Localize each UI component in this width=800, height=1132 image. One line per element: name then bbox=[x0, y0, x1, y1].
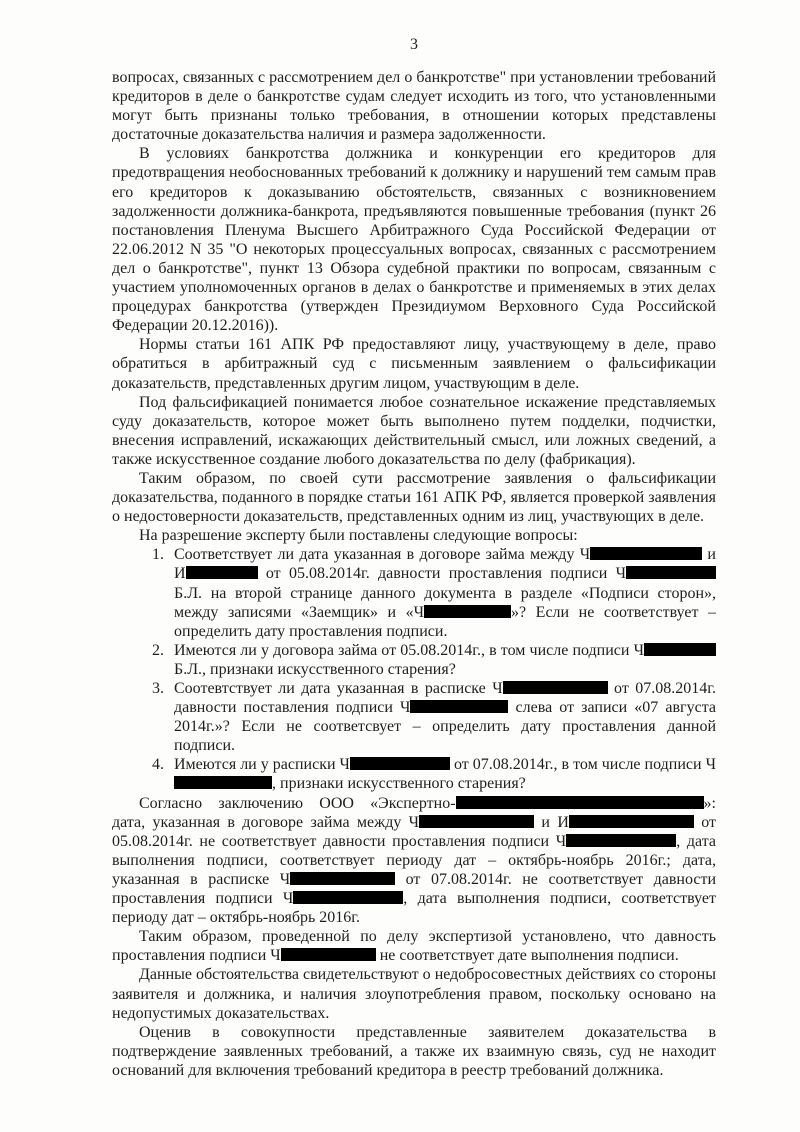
redaction-box bbox=[566, 834, 676, 847]
list-item-3: 3. Соотевтствует ли дата указанная в расписке Ч от 07.08.2014г. давности поставления подписи Ч слева от записи «07 августа 2014г.»? Если не соответсвует – определить дату проставления данной подписи. bbox=[152, 680, 716, 755]
redaction-box bbox=[410, 700, 508, 713]
redaction-box bbox=[456, 796, 704, 809]
redaction-box bbox=[626, 566, 716, 579]
redaction-box bbox=[350, 757, 450, 770]
list-item-number: 4. bbox=[152, 756, 164, 774]
paragraph-1: вопросах, связанных с рассмотрением дел о банкротстве" при установлении требований кредиторов в деле о банкротстве судам следует исходить из того, что установленными могут быть признаны только требования, в отношении которых представлены достаточные доказательства наличия и размера задолженности. bbox=[112, 69, 716, 144]
paragraph-4: Под фальсификацией понимается любое сознательное искажение представляемых суду доказательств, которое может быть выполнено путем подделки, подчистки, внесения исправлений, искажающих действительный смысл, или ложных сведений, а также искусственное создание любого доказательства по делу (фабрикация). bbox=[112, 393, 716, 468]
redaction-box bbox=[290, 872, 395, 885]
redaction-box bbox=[174, 776, 272, 789]
paragraph-14: Оценив в совокупности представленные заявителем доказательства в подтверждение заявленных требований, а также их взаимную связь, суд не находит оснований для включения требований кредитора в реестр требований должника. bbox=[112, 1023, 716, 1079]
paragraph-13: Данные обстоятельства свидетельствуют о недобросовестных действиях со стороны заявителя и должника, и наличия злоупотребления правом, поскольку основано на недопустимых доказательствах. bbox=[112, 966, 716, 1022]
redaction-box bbox=[503, 681, 608, 694]
list-item-number: 2. bbox=[152, 641, 164, 659]
redaction-box bbox=[644, 643, 716, 656]
paragraph-11: Согласно заключению ООО «Экспертно- »: дата, указанная в договоре займа между Ч и И от 05.08.2014г. не соответствует давности проставления подписи Ч , дата выполнения подписи, соответствует периоду дат – октябрь-ноябрь 2016г.; дата, указанная в расписке Ч от 07.08.2014г. не соответствует давности проставления подписи Ч , дата выполнения подписи, соответствует периоду дат – октябрь-ноябрь 2016г. bbox=[112, 794, 717, 927]
list-item-number: 1. bbox=[152, 546, 164, 564]
redaction-box bbox=[424, 605, 511, 618]
redaction-box bbox=[590, 547, 702, 560]
paragraph-6: На разрешение эксперту были поставлены следующие вопросы: bbox=[139, 527, 578, 545]
list-item-2: 2. Имеются ли у договора займа от 05.08.2014г., в том числе подписи Ч Б.Л., признаки искусственного старения? bbox=[112, 641, 716, 679]
paragraph-2: В условиях банкротства должника и конкуренции его кредиторов для предотвращения необоснованных требований к должнику и нарушений тем самым прав его кредиторов к доказыванию обстоятельств, связанных с возникновением задолженности должника-банкрота, предъявляются повышенные требования (пункт 26 постановления Пленума Высшего Арбитражного Суда Российской Федерации от 22.06.2012 N 35 "О некоторых процессуальных вопросах, связанных с рассмотрением дел о банкротстве", пункт 13 Обзора судебной практики по вопросам, связанным с участием уполномоченных органов в делах о банкротстве и применяемых в этих делах процедурах банкротства (утвержден Президиумом Верховного Суда Российской Федерации 20.12.2016)). bbox=[112, 145, 716, 335]
redaction-box bbox=[293, 891, 403, 904]
redaction-box bbox=[569, 815, 694, 828]
list-item-number: 3. bbox=[152, 680, 164, 697]
redaction-box bbox=[186, 566, 258, 579]
page-number: 3 bbox=[410, 36, 418, 53]
list-item-1: 1. Соответствует ли дата указанная в договоре займа между Ч и И от 05.08.2014г. давности проставления подписи Ч Б.Л. на второй странице данного документа в разделе «Подписи сторон», между записями «Заемщик» и «Ч »? Если не соответствует – определить дату проставления подписи. bbox=[152, 546, 716, 640]
redaction-box bbox=[281, 948, 376, 961]
paragraph-5: Таким образом, по своей сути рассмотрение заявления о фальсификации доказательства, поданного в порядке статьи 161 АПК РФ, является проверкой заявления о недостоверности доказательств, представленных одним из лиц, участвующих в деле. bbox=[112, 469, 716, 526]
redaction-box bbox=[419, 815, 534, 828]
list-item-4: 4. Имеются ли у расписки Ч от 07.08.2014г., в том числе подписи Ч, признаки искусственного старения? bbox=[152, 756, 716, 793]
paragraph-12: Таким образом, проведенной по делу экспертизой установлено, что давность проставления подписи Ч не соответствует дате выполнения подписи. bbox=[112, 928, 716, 965]
document-body bbox=[112, 68, 716, 1080]
paragraph-3: Нормы статьи 161 АПК РФ предоставляют лицу, участвующему в деле, право обратиться в арбитражный суд с письменным заявлением о фальсификации доказательств, представленных другим лицом, участвующим в деле. bbox=[112, 336, 716, 392]
